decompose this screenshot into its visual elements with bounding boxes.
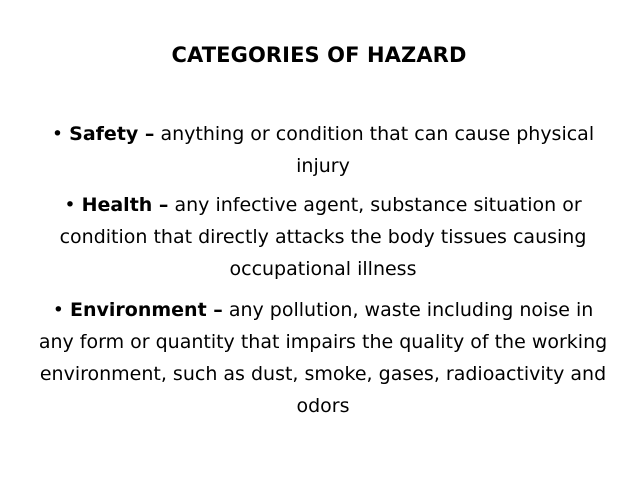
bullet-text: any pollution, waste including noise in any form or quantity that impairs the quality of the working environment, such as dust, smoke, gases, radioactivity and odors xyxy=(38,299,608,417)
bullet-item-safety xyxy=(38,118,608,182)
bullet-term: Safety – xyxy=(69,123,155,145)
bullet-text: any infective agent, substance situation or condition that directly attacks the body tissues causing occupational illness xyxy=(59,194,587,280)
bullet-marker: • xyxy=(51,123,64,145)
bullet-list xyxy=(38,118,608,422)
bullet-marker: • xyxy=(52,299,64,321)
bullet-marker: • xyxy=(64,194,76,216)
bullet-item-health xyxy=(38,189,608,285)
bullet-term: Environment – xyxy=(70,299,223,321)
slide-title: CATEGORIES OF HAZARD xyxy=(171,43,467,67)
bullet-term: Health – xyxy=(81,194,169,216)
bullet-item-environment xyxy=(38,294,608,422)
bullet-text: anything or condition that can cause physical injury xyxy=(160,123,595,177)
